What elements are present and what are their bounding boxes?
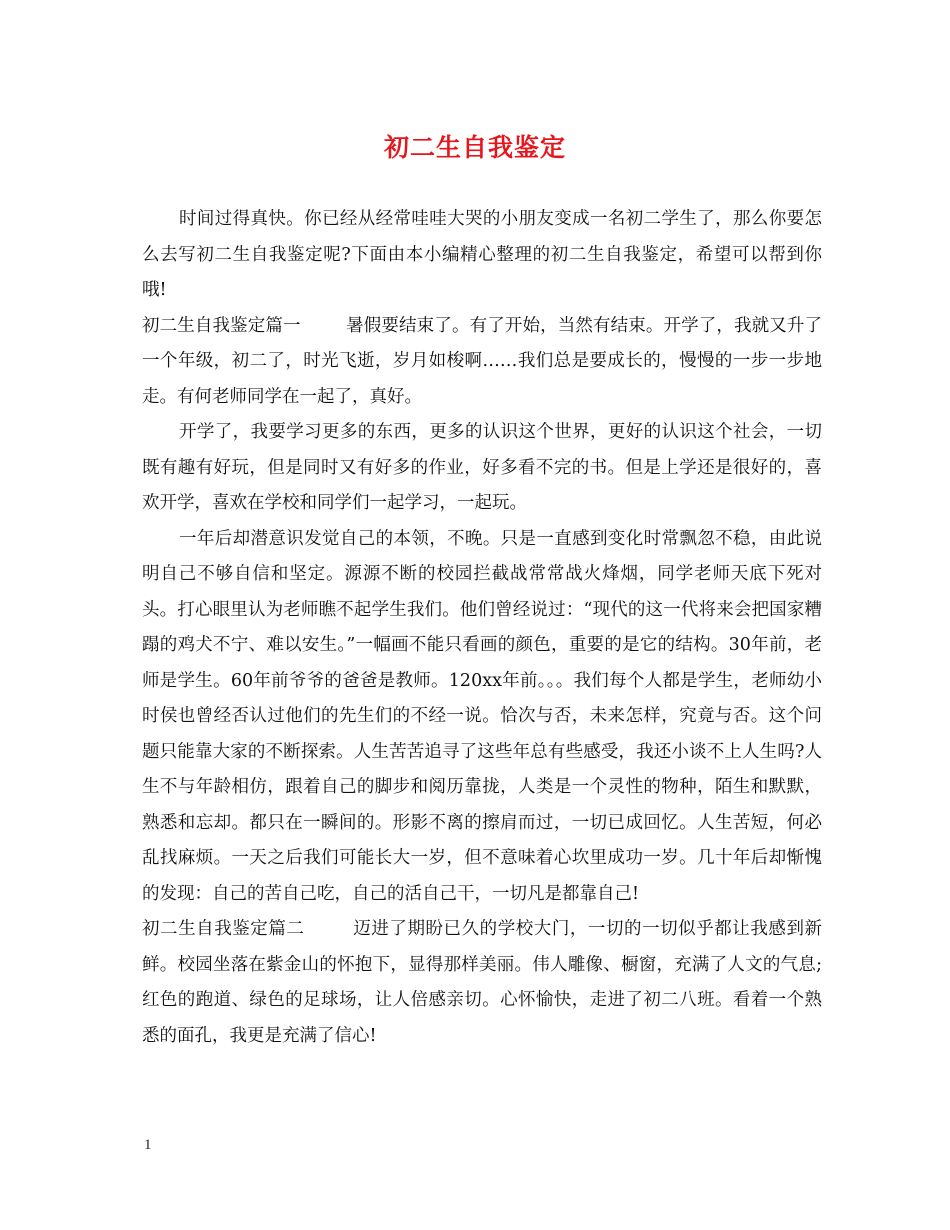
body-paragraph: 一年后却潜意识发觉自己的本领，不晚。只是一直感到变化时常飘忽不稳，由此说明自己不够自信和坚定。源源不断的校园拦截战常常战火烽烟，同学老师天底下死对头。打心眼里认为老师瞧不起学生我们。他们曾经说过：“现代的这一代将来会把国家糟蹋的鸡犬不宁、难以安生。”一幅画不能只看画的颜色，重要的是它的结构。30年前，老师是学生。60年前爷爷的爸爸是教师。120xx年前。。。我们每个人都是学生，老师幼小时侯也曾经否认过他们的先生们的不经一说。恰次与否，未来怎样，究竟与否。这个问题只能靠大家的不断探索。人生苦苦追寻了这些年总有些感受，我还小谈不上人生吗?人生不与年龄相仿，跟着自己的脚步和阅历靠拢，人类是一个灵性的物种，陌生和默默，熟悉和忘却。都只在一瞬间的。形影不离的擦肩而过，一切已成回忆。人生苦短，何必乱找麻烦。一天之后我们可能长大一岁，但不意味着心坎里成功一岁。几十年后却惭愧的发现：自己的苦自己吃，自己的活自己干，一切凡是都靠自己! xyxy=(142,528,822,904)
intro-paragraph: 时间过得真快。你已经从经常哇哇大哭的小朋友变成一名初二学生了，那么你要怎么去写初二生自我鉴定呢?下面由本小编精心整理的初二生自我鉴定，希望可以帮到你哦! xyxy=(142,209,822,300)
page-number: 1 xyxy=(144,1137,152,1153)
body-paragraph: 开学了，我要学习更多的东西，更多的认识这个世界，更好的认识这个社会，一切既有趣有好玩，但是同时又有好多的作业，好多看不完的书。但是上学还是很好的，喜欢开学，喜欢在学校和同学们一起学习，一起玩。 xyxy=(142,422,822,513)
document-title: 初二生自我鉴定 xyxy=(383,133,566,162)
document-body xyxy=(142,202,822,1054)
section-one-paragraph: 初二生自我鉴定篇一 暑假要结束了。有了开始，当然有结束。开学了，我就又升了一个年级，初二了，时光飞逝，岁月如梭啊……我们总是要成长的，慢慢的一步一步地走。有何老师同学在一起了，真好。 xyxy=(142,315,822,407)
section-two-paragraph: 初二生自我鉴定篇二 迈进了期盼已久的学校大门，一切的一切似乎都让我感到新鲜。校园坐落在紫金山的怀抱下，显得那样美丽。伟人雕像、橱窗，充满了人文的气息;红色的跑道、绿色的足球场，让人倍感亲切。心怀愉快，走进了初二八班。看着一个熟悉的面孔，我更是充满了信心! xyxy=(142,919,822,1046)
